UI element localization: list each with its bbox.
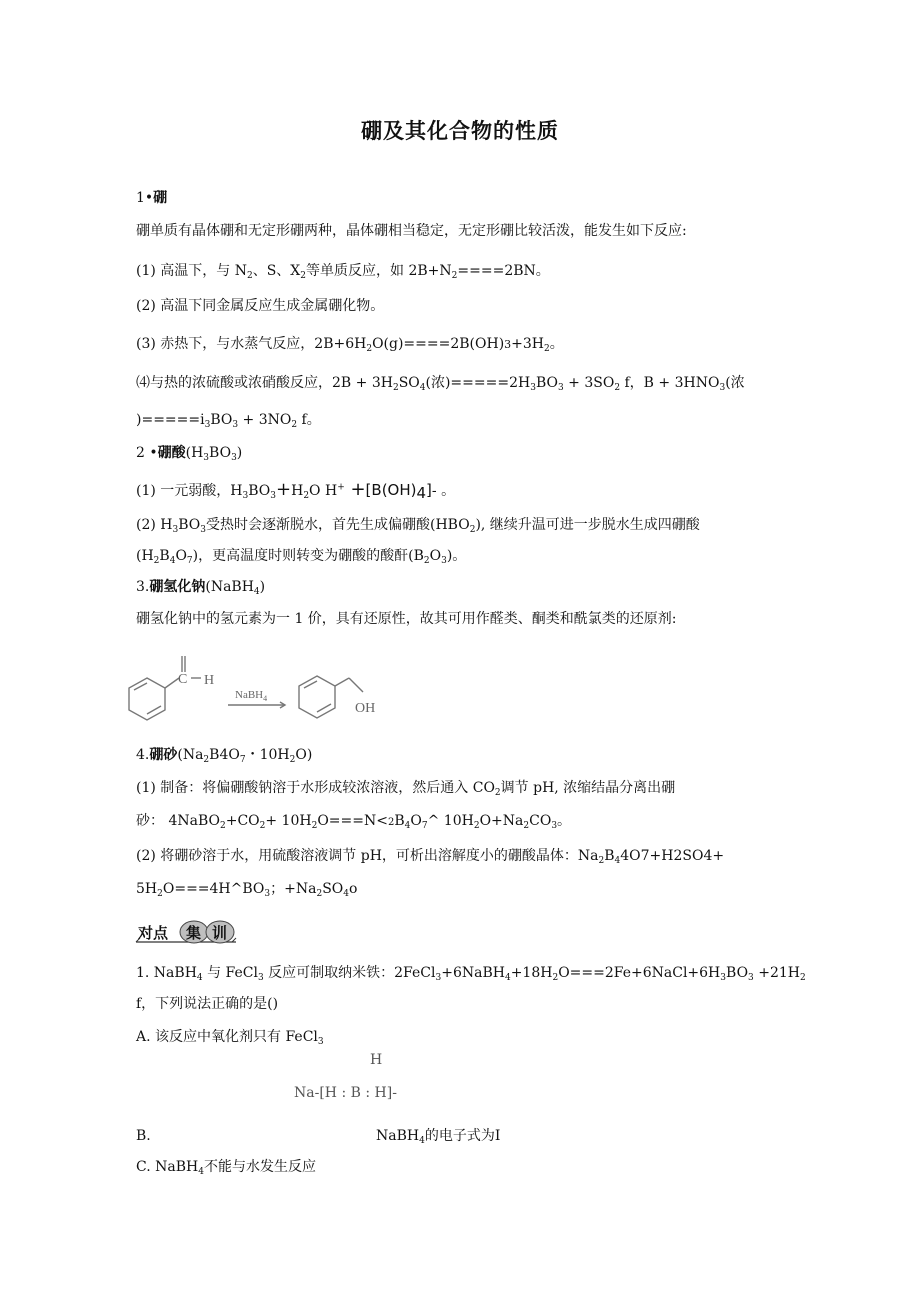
practice-banner — [134, 918, 238, 946]
lewis-structure: Na-[H : B : H]- — [294, 1085, 397, 1101]
option-a: A. 该反应中氧化剂只有 FeCl$_3$ — [136, 1029, 324, 1047]
banner-text-1: 对点 — [138, 926, 169, 942]
banner-text-3: 训 — [212, 926, 228, 942]
option-b-label: B. — [136, 1128, 151, 1144]
hydrogen-label: H — [204, 673, 215, 688]
option-b-text: NaBH$_4$的电子式为I — [376, 1128, 501, 1146]
section-2-heading: 2 •硼酸$(H_3BO_3)$ — [136, 445, 243, 463]
page-title: 硼及其化合物的性质 — [361, 119, 559, 143]
section-4-item-1-cont: 砂： $4NaBO_2+CO_2+$ $10H_2O===N<2B_4O_7\^{}$ $10H_2O+Na_2CO_3$。 — [136, 813, 572, 831]
section-1-intro: 硼单质有晶体硼和无定形硼两种，晶体硼相当稳定，无定形硼比较活泼，能发生如下反应: — [136, 223, 687, 239]
section-1-heading: 1•硼 — [136, 190, 168, 206]
section-1-item-4: ⑷与热的浓硫酸或浓硝酸反应，$2B + 3H_2SO_4$(浓)$=====2H_3BO_3 + 3SO_2$ f，$B + 3HNO_3$(浓 — [136, 375, 745, 393]
reduction-scheme-diagram — [125, 648, 385, 734]
section-4-item-2: (2) 将硼砂溶于水，用硫酸溶液调节 pH，可析出溶解度小的硼酸晶体：$Na_2B_44O7+H2SO4+$ — [136, 848, 725, 866]
section-4-item-2-cont: $5H_2O===4H\^{}BO_3$；$+Na_2SO_4o$ — [136, 881, 358, 899]
section-3-text: 硼氢化钠中的氢元素为一 1 价，具有还原性，故其可用作醛类、酮类和酰氯类的还原剂: — [136, 611, 677, 627]
section-4-heading: 4.硼砂($Na_2B4O_7$・$10H_2O$) — [136, 747, 313, 765]
section-1-item-3: (3) 赤热下，与水蒸气反应，$2B+6H_2O(g)====2B(OH)3+3H_2$。 — [136, 336, 564, 354]
option-c: C. NaBH$_4$不能与水发生反应 — [136, 1159, 316, 1177]
carbon-label: C — [178, 672, 188, 687]
section-2-item-1: (1) 一元弱酸，$H_3BO_3+H_2O$ $H^+ +[B(OH)_4]-$ 。 — [136, 479, 456, 502]
banner-text-2: 集 — [186, 926, 202, 942]
reagent-label: NaBH$_4$ — [235, 689, 268, 703]
section-2-item-2-cont: $(H_2B_4O_7)$，更高温度时则转变为硼酸的酸酐$(B_2O_3)$。 — [136, 548, 467, 566]
section-1-item-4-cont: )$=====i_3BO_3 + 3NO_2$ f。 — [136, 412, 321, 430]
hydroxyl-label: OH — [355, 701, 376, 716]
question-1-stem: 1. NaBH$_4$ 与 FeCl$_3$ 反应可制取纳米铁：$2FeCl_3+6NaBH_4+18H_2O===2Fe+6NaCl+6H_3BO_3 +21H_2$ — [136, 965, 806, 983]
section-3-heading: 3.硼氢化钠(NaBH$_4$) — [136, 579, 266, 597]
section-1-item-2: (2) 高温下同金属反应生成金属硼化物。 — [136, 298, 385, 314]
question-1-stem-cont: f，下列说法正确的是() — [136, 996, 279, 1012]
section-2-item-2: (2) $H_3BO_3$受热时会逐渐脱水，首先生成偏硼酸$(HBO_2)$, 继续升温可进一步脱水生成四硼酸 — [136, 517, 700, 535]
section-1-item-1: (1) 高温下，与 $N_2$、S、$X_2$等单质反应，如 $2B+N_2====2BN$。 — [136, 263, 550, 281]
section-4-item-1: (1) 制备：将偏硼酸钠溶于水形成较浓溶液，然后通入 $CO_2$调节 pH, 浓缩结晶分离出硼 — [136, 780, 676, 798]
lewis-top-h: H — [370, 1052, 383, 1068]
